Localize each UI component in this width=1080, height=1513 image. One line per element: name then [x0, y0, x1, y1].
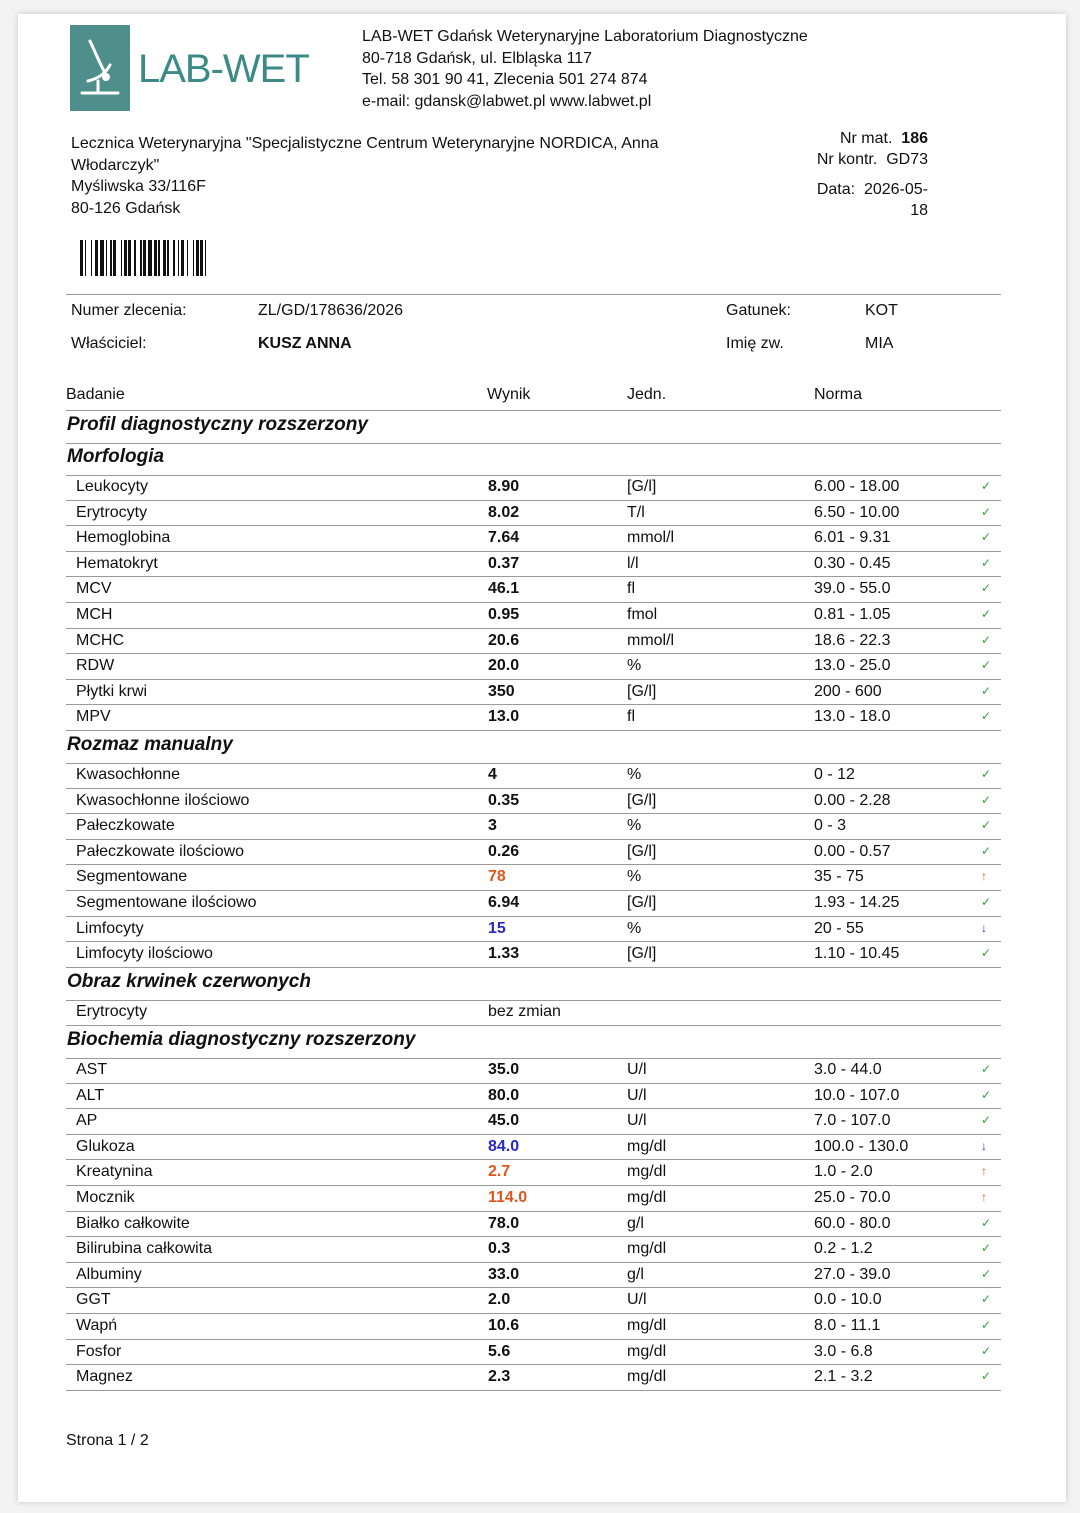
test-result: 2.3: [488, 1368, 511, 1386]
check-icon: ✓: [981, 555, 992, 570]
barcode-bar: [196, 240, 199, 276]
test-unit: g/l: [627, 1214, 644, 1232]
table-row: [66, 942, 1001, 968]
table-row: [66, 840, 1001, 866]
test-result: 2.7: [488, 1163, 511, 1181]
lab-email: e-mail: gdansk@labwet.pl www.labwet.pl: [362, 92, 652, 110]
test-unit: mg/dl: [627, 1342, 667, 1360]
test-norm: 200 - 600: [814, 682, 882, 700]
test-name: Pałeczkowate: [76, 817, 175, 835]
test-unit: l/l: [627, 554, 639, 572]
table-row: [66, 1288, 1001, 1314]
test-name: MCHC: [76, 631, 124, 649]
report-meta: [817, 128, 928, 221]
test-name: Limfocyty: [76, 919, 144, 937]
table-row: [66, 629, 1001, 655]
check-icon: ✓: [981, 1292, 992, 1307]
test-unit: mmol/l: [627, 529, 675, 547]
test-name: GGT: [76, 1291, 111, 1309]
test-result: 8.90: [488, 478, 520, 495]
test-norm: 3.0 - 44.0: [814, 1061, 882, 1078]
test-name: Magnez: [76, 1368, 133, 1386]
test-unit: mg/dl: [627, 1240, 667, 1258]
test-result: 0.95: [488, 606, 520, 623]
test-norm: 27.0 - 39.0: [814, 1265, 891, 1283]
check-icon: ✓: [981, 1343, 992, 1358]
table-row: [66, 1365, 1001, 1391]
test-norm: 0 - 12: [814, 766, 855, 783]
check-icon: ✓: [981, 1087, 992, 1102]
barcode-bar: [106, 240, 108, 276]
test-result: 20.0: [488, 657, 520, 675]
barcode-bar: [143, 240, 146, 276]
test-result: 350: [488, 682, 515, 700]
table-row: [66, 552, 1001, 578]
test-name: Glukoza: [76, 1137, 135, 1155]
test-result: 80.0: [488, 1086, 520, 1104]
check-icon: ✓: [981, 818, 992, 833]
col-header-unit: Jedn.: [627, 386, 667, 403]
lab-address: 80-718 Gdańsk, ul. Elbląska 117: [362, 49, 593, 67]
test-result: 45.0: [488, 1112, 520, 1130]
date-value-2: 18: [910, 202, 928, 219]
barcode-bar: [178, 240, 180, 276]
table-row: [66, 917, 1001, 943]
table-row: [66, 814, 1001, 840]
test-unit: [G/l]: [627, 682, 657, 700]
test-result: 0.37: [488, 554, 520, 572]
owner-label: Właściciel:: [71, 335, 147, 352]
table-row: [66, 763, 1001, 789]
test-name: Kwasochłonne ilościowo: [76, 791, 250, 809]
test-result: 0.26: [488, 842, 520, 860]
section-title-morphology: Morfologia: [67, 446, 165, 467]
table-row: [66, 1084, 1001, 1110]
check-icon: ✓: [981, 843, 992, 858]
test-result: 2.0: [488, 1291, 511, 1309]
clinic-city: 80-126 Gdańsk: [71, 199, 181, 217]
test-norm: 0.30 - 0.45: [814, 554, 891, 572]
check-icon: ✓: [981, 658, 992, 673]
test-result: 4: [488, 766, 497, 783]
table-row: [66, 526, 1001, 552]
test-unit: T/l: [627, 503, 645, 521]
row-divider: [66, 1390, 1001, 1391]
barcode-bar: [95, 240, 98, 276]
page-number: Strona 1 / 2: [66, 1432, 149, 1449]
barcode-bar: [193, 240, 195, 276]
nr-kontr-value: GD73: [886, 151, 928, 168]
barcode-bar: [181, 240, 184, 276]
test-norm: 0.00 - 0.57: [814, 842, 891, 860]
test-result: 7.64: [488, 529, 520, 547]
barcode-bar: [80, 240, 83, 276]
barcode-bar: [154, 240, 157, 276]
check-icon: ✓: [981, 1318, 992, 1332]
check-icon: ✓: [981, 1113, 992, 1128]
col-header-result: Wynik: [487, 386, 531, 403]
clinic-address: [71, 133, 721, 219]
barcode-bar: [128, 240, 131, 276]
table-row: [66, 475, 1001, 501]
test-unit: %: [627, 919, 642, 937]
table-row: [66, 577, 1001, 603]
test-result: 0.3: [488, 1240, 511, 1258]
test-name: Hemoglobina: [76, 529, 171, 547]
test-unit: %: [627, 657, 642, 675]
animal-name: MIA: [865, 335, 894, 352]
arrow-down-icon: ↓: [981, 1138, 987, 1153]
table-row: [66, 1212, 1001, 1238]
test-unit: g/l: [627, 1265, 644, 1283]
test-unit: [G/l]: [627, 842, 657, 860]
test-unit: U/l: [627, 1291, 647, 1309]
table-row: [66, 1160, 1001, 1186]
test-result: 84.0: [488, 1137, 520, 1155]
check-icon: ✓: [981, 946, 992, 961]
test-name: ALT: [76, 1086, 105, 1104]
row-divider: [66, 967, 1001, 968]
clinic-street: Myśliwska 33/116F: [71, 178, 206, 195]
barcode-bar: [187, 240, 189, 276]
test-norm: 6.01 - 9.31: [814, 529, 891, 547]
test-norm: 6.50 - 10.00: [814, 503, 900, 521]
barcode-bar: [85, 240, 87, 276]
test-result: 15: [488, 919, 506, 937]
test-norm: 20 - 55: [814, 919, 864, 937]
test-unit: [G/l]: [627, 791, 657, 809]
test-name: Leukocyty: [76, 478, 149, 495]
test-norm: 0 - 3: [814, 817, 847, 835]
date-label: Data:: [816, 181, 856, 198]
test-name: Wapń: [76, 1317, 118, 1334]
test-norm: 10.0 - 107.0: [814, 1086, 900, 1104]
table-row: [66, 501, 1001, 527]
test-result: 0.35: [488, 791, 520, 809]
test-norm: 0.00 - 2.28: [814, 791, 891, 809]
logo-text: LAB-WET: [138, 47, 309, 91]
test-result: 10.6: [488, 1317, 520, 1334]
barcode-bar: [205, 240, 207, 276]
test-name: MCH: [76, 606, 113, 623]
test-norm: 1.10 - 10.45: [814, 945, 900, 963]
table-row: [66, 1135, 1001, 1161]
date-value-1: 2026-05-: [863, 181, 928, 198]
test-name: Płytki krwi: [76, 682, 148, 700]
test-unit: [G/l]: [627, 945, 657, 963]
test-unit: mg/dl: [627, 1189, 667, 1206]
table-row: [66, 1263, 1001, 1289]
test-norm: 0.81 - 1.05: [814, 606, 891, 623]
test-name: Pałeczkowate ilościowo: [76, 842, 245, 860]
nr-mat-value: 186: [901, 130, 928, 147]
test-norm: 13.0 - 25.0: [814, 657, 891, 675]
table-row: [66, 891, 1001, 917]
check-icon: ✓: [981, 1266, 992, 1281]
table-row: [66, 1314, 1001, 1340]
test-norm: 39.0 - 55.0: [814, 580, 891, 598]
section-title-biochemistry: Biochemia diagnostyczny rozszerzony: [67, 1029, 416, 1050]
arrow-up-icon: ↑: [981, 869, 987, 884]
table-row: [66, 1000, 1001, 1026]
test-unit: %: [627, 817, 642, 835]
section-title-rbc: Obraz krwinek czerwonych: [67, 971, 311, 992]
check-icon: ✓: [981, 895, 992, 909]
check-icon: ✓: [981, 581, 992, 596]
barcode-bar: [113, 240, 116, 276]
check-icon: ✓: [981, 792, 992, 807]
check-icon: ✓: [981, 632, 992, 647]
barcode-bar: [173, 240, 175, 276]
clinic-name: Lecznica Weterynaryjna "Specjalistyczne Centrum Weterynaryjne NORDICA, Anna Włodarczyk": [71, 135, 659, 174]
test-unit: mg/dl: [627, 1368, 667, 1386]
barcode-bar: [124, 240, 127, 276]
barcode-bar: [91, 240, 93, 276]
test-unit: fl: [627, 708, 635, 726]
barcode-bar: [158, 240, 160, 276]
test-norm: 18.6 - 22.3: [814, 631, 891, 649]
test-unit: mg/dl: [627, 1317, 667, 1334]
arrow-down-icon: ↓: [981, 920, 987, 935]
test-norm: 1.93 - 14.25: [814, 894, 900, 911]
test-result: 8.02: [488, 503, 520, 521]
table-row: [66, 1186, 1001, 1212]
table-row: [66, 865, 1001, 891]
check-icon: ✓: [981, 709, 992, 724]
barcode-bar: [134, 240, 136, 276]
test-unit: mmol/l: [627, 631, 675, 649]
check-icon: ✓: [981, 1369, 992, 1384]
test-norm: 60.0 - 80.0: [814, 1214, 891, 1232]
test-unit: U/l: [627, 1086, 647, 1104]
test-name: Bilirubina całkowita: [76, 1240, 213, 1258]
col-header-norm: Norma: [814, 386, 863, 403]
test-name: Erytrocyty: [76, 1003, 148, 1020]
species-value: KOT: [865, 302, 898, 319]
test-name: Hematokryt: [76, 554, 158, 572]
test-result: 6.94: [488, 894, 520, 911]
test-norm: 13.0 - 18.0: [814, 708, 891, 726]
test-unit: fl: [627, 580, 635, 598]
test-name: AST: [76, 1061, 108, 1078]
test-name: Fosfor: [76, 1342, 122, 1360]
test-norm: 0.0 - 10.0: [814, 1291, 882, 1309]
test-unit: mg/dl: [627, 1137, 667, 1155]
check-icon: ✓: [981, 504, 992, 519]
test-name: Segmentowane: [76, 868, 188, 886]
test-result: 46.1: [488, 580, 520, 598]
barcode-bar: [121, 240, 123, 276]
check-icon: ✓: [981, 607, 992, 621]
test-result: 114.0: [488, 1189, 528, 1206]
arrow-up-icon: ↑: [981, 1190, 987, 1204]
test-unit: U/l: [627, 1112, 647, 1130]
barcode-bar: [167, 240, 169, 276]
divider: [66, 294, 1001, 295]
test-result: 35.0: [488, 1061, 520, 1078]
order-number: ZL/GD/178636/2026: [258, 302, 403, 319]
barcode-bar: [148, 240, 153, 276]
table-row: [66, 1340, 1001, 1366]
test-norm: 35 - 75: [814, 868, 864, 886]
test-norm: 2.1 - 3.2: [814, 1368, 873, 1386]
test-name: Białko całkowite: [76, 1214, 190, 1232]
test-norm: 8.0 - 11.1: [814, 1317, 881, 1334]
test-norm: 3.0 - 6.8: [814, 1342, 873, 1360]
test-unit: mg/dl: [627, 1163, 667, 1181]
divider: [66, 443, 1001, 444]
owner-name: KUSZ ANNA: [258, 335, 352, 352]
nr-mat-label: Nr mat.: [839, 130, 893, 147]
arrow-up-icon: ↑: [981, 1164, 987, 1179]
test-unit: U/l: [627, 1061, 647, 1078]
test-unit: fmol: [627, 606, 658, 623]
test-norm: 1.0 - 2.0: [814, 1163, 873, 1181]
test-name: MCV: [76, 580, 112, 598]
microscope-icon: [70, 25, 130, 111]
test-name: Mocznik: [76, 1189, 135, 1206]
lab-phone: Tel. 58 301 90 41, Zlecenia 501 274 874: [362, 71, 648, 88]
section-title-manual-smear: Rozmaz manualny: [67, 734, 233, 755]
test-unit: %: [627, 766, 642, 783]
test-name: Albuminy: [76, 1265, 142, 1283]
test-name: Erytrocyty: [76, 503, 148, 521]
test-name: RDW: [76, 657, 115, 675]
table-row: [66, 705, 1001, 731]
table-row: [66, 789, 1001, 815]
table-row: [66, 603, 1001, 629]
barcode-bar: [163, 240, 166, 276]
test-name: Kreatynina: [76, 1163, 153, 1181]
check-icon: ✓: [981, 767, 992, 781]
table-row: [66, 1109, 1001, 1135]
test-unit: [G/l]: [627, 894, 657, 911]
lab-name: LAB-WET Gdańsk Weterynaryjne Laboratorium Diagnostyczne: [362, 28, 808, 45]
species-label: Gatunek:: [726, 302, 791, 319]
test-norm: 6.00 - 18.00: [814, 478, 900, 495]
row-divider: [66, 730, 1001, 731]
barcode-bar: [200, 240, 203, 276]
table-row: [66, 680, 1001, 706]
test-result: 1.33: [488, 945, 520, 963]
test-result: 5.6: [488, 1342, 511, 1360]
barcode-bar: [110, 240, 112, 276]
test-result: 13.0: [488, 708, 520, 726]
table-row: [66, 1058, 1001, 1084]
test-result: 78: [488, 868, 506, 886]
test-result: 78.0: [488, 1214, 520, 1232]
test-name: Kwasochłonne: [76, 766, 181, 783]
test-name: MPV: [76, 708, 111, 726]
test-result: 33.0: [488, 1265, 520, 1283]
test-name: AP: [76, 1112, 98, 1130]
test-norm: 7.0 - 107.0: [814, 1112, 891, 1130]
test-norm: 0.2 - 1.2: [814, 1240, 873, 1258]
test-result: 20.6: [488, 631, 520, 649]
table-row: [66, 1237, 1001, 1263]
section-title-profile: Profil diagnostyczny rozszerzony: [67, 414, 368, 435]
nr-kontr-label: Nr kontr.: [816, 151, 878, 168]
lab-info: [362, 26, 808, 112]
test-name: Segmentowane ilościowo: [76, 894, 257, 911]
test-result: 3: [488, 817, 497, 835]
divider: [66, 410, 1001, 411]
col-header-test: Badanie: [66, 386, 125, 403]
barcode-bar: [100, 240, 105, 276]
check-icon: ✓: [981, 479, 992, 493]
animal-name-label: Imię zw.: [726, 335, 784, 352]
check-icon: ✓: [981, 683, 992, 698]
check-icon: ✓: [981, 1062, 992, 1076]
test-result: bez zmian: [488, 1003, 561, 1020]
table-row: [66, 654, 1001, 680]
order-number-label: Numer zlecenia:: [71, 302, 187, 319]
test-name: Limfocyty ilościowo: [76, 945, 213, 963]
check-icon: ✓: [981, 1241, 992, 1256]
test-unit: [G/l]: [627, 478, 657, 495]
check-icon: ✓: [981, 1215, 992, 1230]
barcode: [80, 240, 298, 276]
test-norm: 25.0 - 70.0: [814, 1189, 891, 1206]
check-icon: ✓: [981, 530, 992, 545]
labwet-logo: [70, 25, 310, 111]
test-norm: 100.0 - 130.0: [814, 1137, 909, 1155]
test-unit: %: [627, 868, 642, 886]
barcode-bar: [140, 240, 142, 276]
row-divider: [66, 1025, 1001, 1026]
